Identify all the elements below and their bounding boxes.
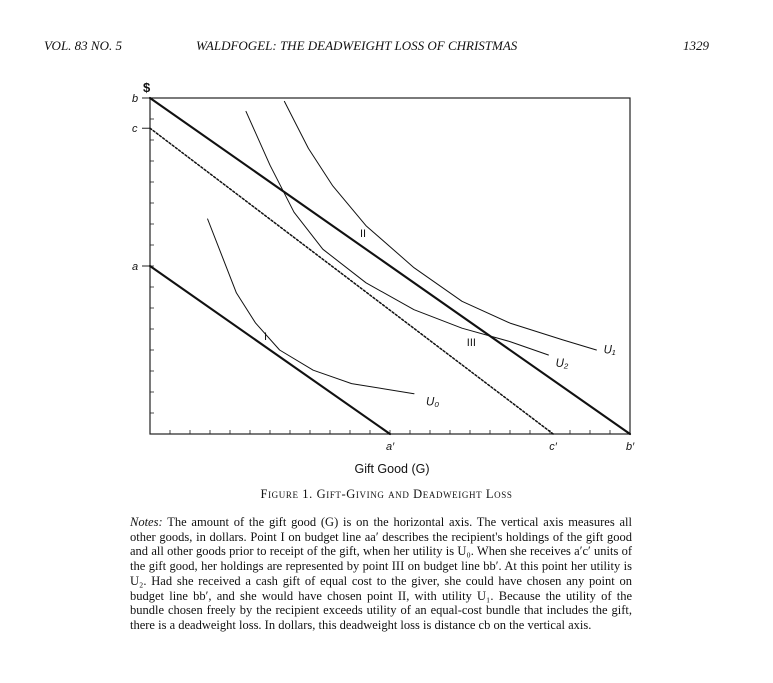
curve-label-U₀: U₀: [426, 396, 440, 409]
notes-text: The amount of the gift good (G) is on the horizontal axis. The vertical axis measures all other goods, in dollars. Point I on budget line aa′ describes the recipient's holdings of the gift good and all other goods prior to receipt of the gift, when her utility is U₀. When she receives a′c′ units of the gift good, her holdings are represented by point III on budget line bb′. At this point her utility is U₂. Had she received a cash gift of equal cost to the giver, she could have chosen any point on budget line bb′, and she would have chosen point II, with utility U₁. Because the utility of the bundle chosen freely by the recipient exceeds utility of an equal-cost bundle that includes the gift, there is a deadweight loss. In dollars, this deadweight loss is distance cb on the vertical axis.: [130, 515, 632, 632]
curve-label-U₁: U₁: [603, 344, 616, 357]
x-axis-label-b: b′: [626, 441, 635, 453]
series-line-aa: [150, 266, 390, 434]
point-label-II: II: [360, 228, 367, 241]
notes-label: Notes:: [130, 515, 163, 529]
point-label-III: III: [466, 337, 476, 350]
point-label-I: I: [264, 331, 268, 343]
x-axis-label-c: c′: [549, 441, 557, 453]
series-line-U: [246, 111, 548, 355]
series-line-cc: [150, 128, 553, 434]
running-title: WALDFOGEL: THE DEADWEIGHT LOSS OF CHRISTMAS: [196, 38, 518, 53]
figure-notes: [130, 515, 632, 633]
y-axis-label-a: a: [132, 261, 139, 273]
x-axis-title: Gift Good (G): [354, 462, 430, 476]
y-axis-label-b: b: [132, 93, 139, 105]
volume-number: VOL. 83 NO. 5: [44, 38, 122, 53]
page-number: 1329: [683, 38, 709, 53]
series-line-bb: [150, 98, 630, 434]
series-line-U: [208, 219, 414, 394]
x-axis-label-a: a′: [386, 441, 395, 453]
curve-label-U₂: U₂: [555, 357, 569, 370]
y-axis-label-c: c: [132, 123, 138, 136]
chart-series: [150, 98, 630, 434]
y-axis-title: $: [143, 80, 151, 95]
figure-caption: Figure 1. Gift-Giving and Deadweight Loss: [260, 487, 513, 501]
